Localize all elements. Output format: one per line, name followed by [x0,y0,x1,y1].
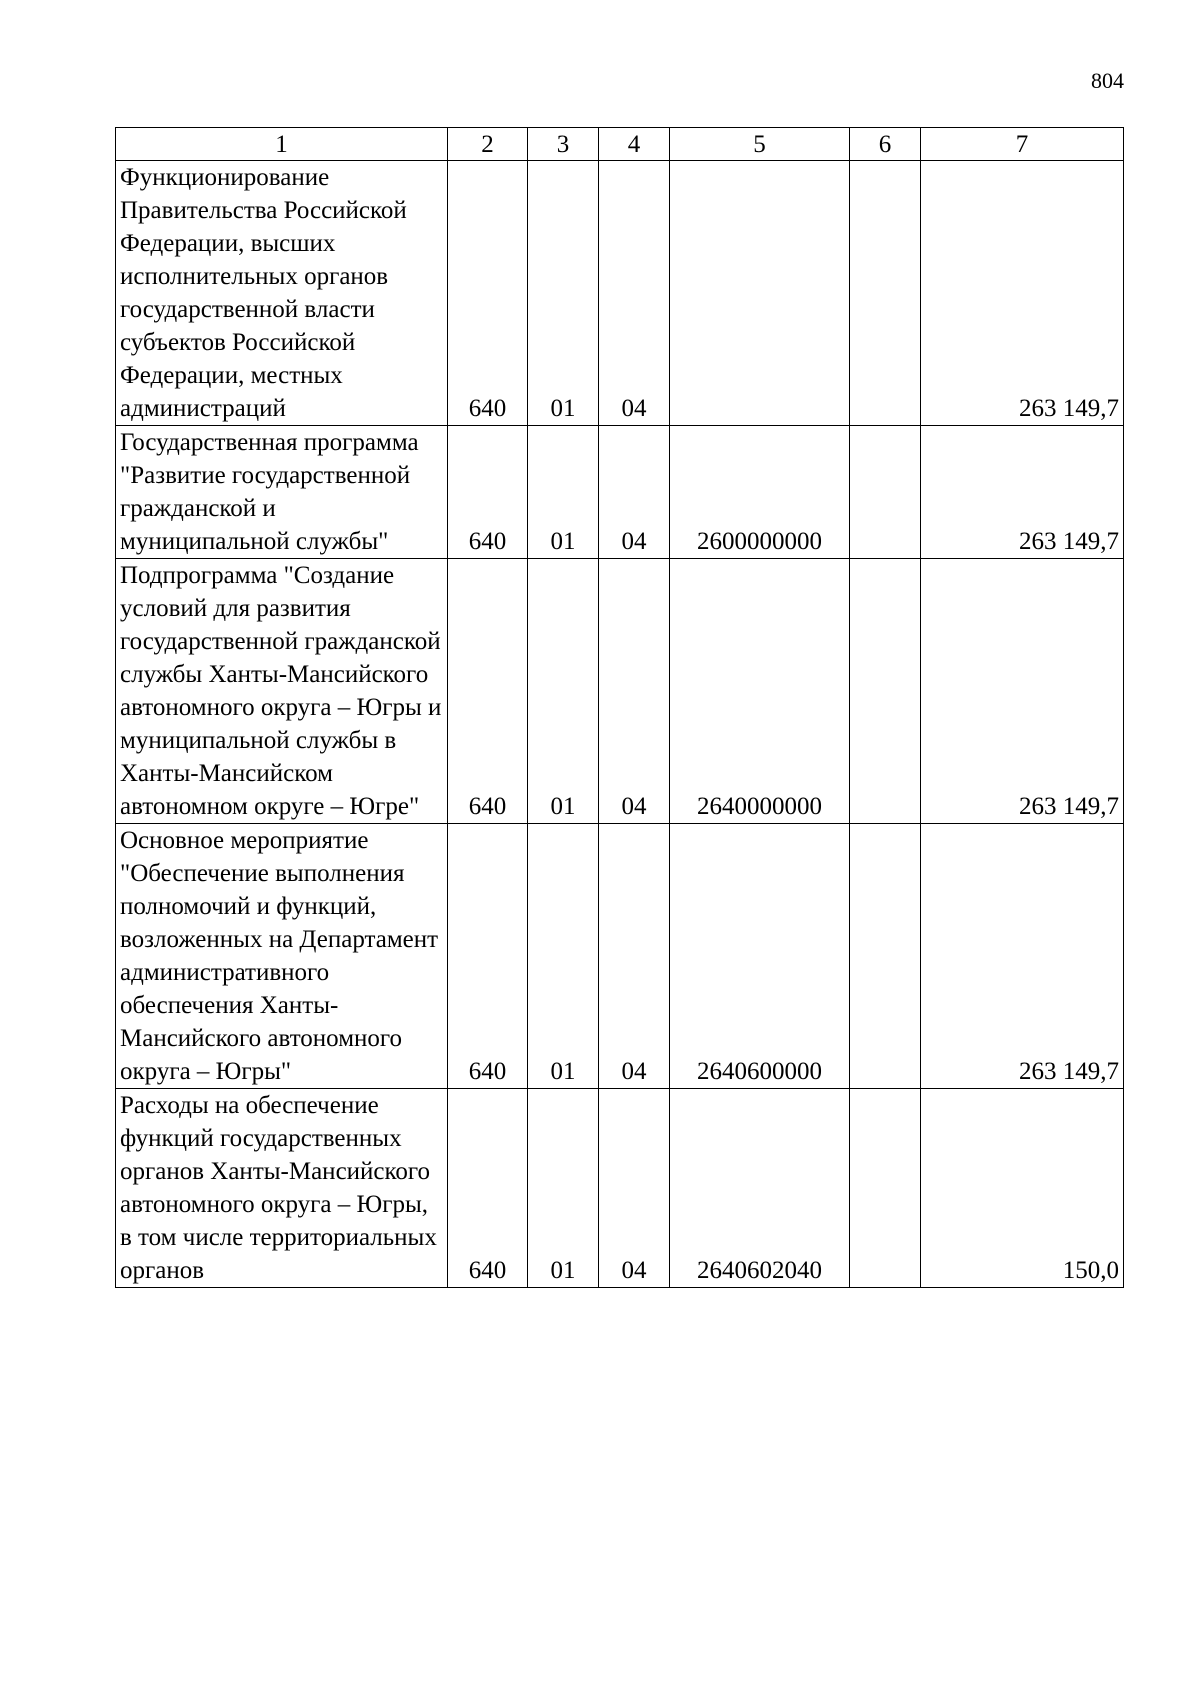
table-row [116,161,1124,426]
row-col2: 640 [448,426,528,559]
table-row [116,1089,1124,1288]
row-col4: 04 [599,161,670,426]
row-col3: 01 [528,161,599,426]
row-col4: 04 [599,559,670,824]
row-col3: 01 [528,824,599,1089]
row-col3: 01 [528,1089,599,1288]
row-col2: 640 [448,824,528,1089]
row-amount: 263 149,7 [921,824,1124,1089]
row-col5: 2640600000 [670,824,850,1089]
row-amount: 263 149,7 [921,559,1124,824]
row-name: Подпрограмма "Создание условий для развития государственной гражданской службы Ханты-Мансийского автономного округа – Югры и муниципальной службы в Ханты-Мансийском автономном округе – Югре" [116,559,448,824]
row-col5 [670,161,850,426]
row-col5: 2600000000 [670,426,850,559]
header-col-1: 1 [116,128,448,161]
row-col2: 640 [448,1089,528,1288]
row-name: Расходы на обеспечение функций государственных органов Ханты-Мансийского автономного округа – Югры, в том числе территориальных органов [116,1089,448,1288]
row-col5: 2640602040 [670,1089,850,1288]
row-amount: 263 149,7 [921,161,1124,426]
row-col3: 01 [528,559,599,824]
row-amount: 263 149,7 [921,426,1124,559]
row-col2: 640 [448,161,528,426]
row-col4: 04 [599,1089,670,1288]
row-col6 [850,559,921,824]
row-name: Функционирование Правительства Российской Федерации, высших исполнительных органов государственной власти субъектов Российской Федерации, местных администраций [116,161,448,426]
header-col-5: 5 [670,128,850,161]
header-col-6: 6 [850,128,921,161]
budget-table [115,127,1124,1288]
header-col-7: 7 [921,128,1124,161]
row-col4: 04 [599,824,670,1089]
header-row [116,128,1124,161]
table-row [116,559,1124,824]
row-col6 [850,824,921,1089]
row-col4: 04 [599,426,670,559]
row-col3: 01 [528,426,599,559]
table-row [116,824,1124,1089]
row-amount: 150,0 [921,1089,1124,1288]
row-col2: 640 [448,559,528,824]
header-col-2: 2 [448,128,528,161]
row-name: Государственная программа "Развитие государственной гражданской и муниципальной службы" [116,426,448,559]
header-col-3: 3 [528,128,599,161]
row-col6 [850,426,921,559]
table-row [116,426,1124,559]
row-col6 [850,1089,921,1288]
row-col6 [850,161,921,426]
row-name: Основное мероприятие "Обеспечение выполнения полномочий и функций, возложенных на Департамент административного обеспечения Ханты-Мансийского автономного округа – Югры" [116,824,448,1089]
row-col5: 2640000000 [670,559,850,824]
page-number: 804 [1091,68,1124,93]
header-col-4: 4 [599,128,670,161]
